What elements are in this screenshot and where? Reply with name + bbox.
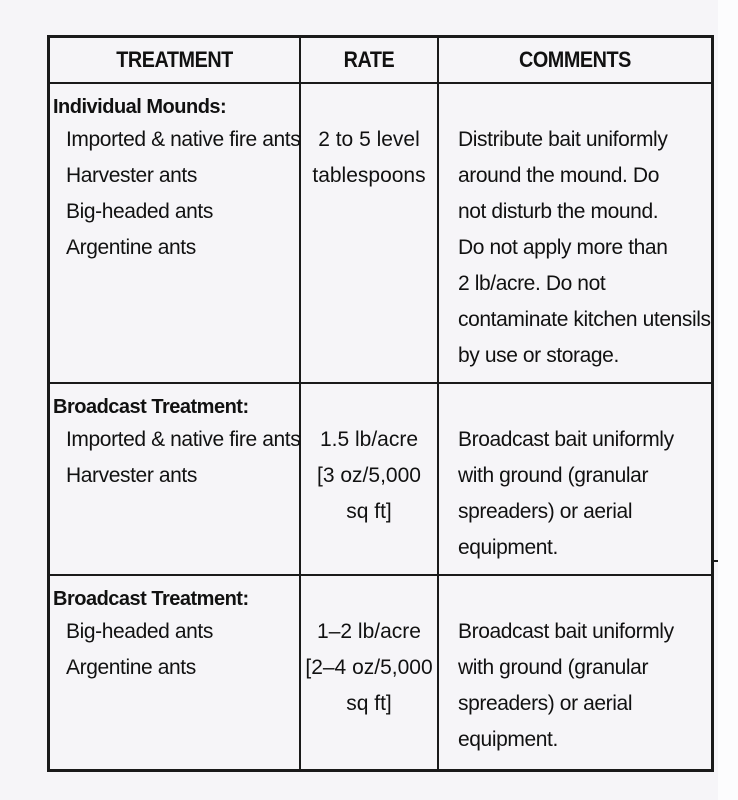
page-edge [718,0,738,800]
section-title: Broadcast Treatment: [53,588,249,610]
table-row [50,575,711,769]
row-divider-stub [714,560,718,562]
comment-line: Broadcast bait uniformly [458,428,674,451]
comment-line: with ground (granular [458,656,649,679]
comments-cell [438,83,711,383]
species-item: Imported & native fire ants [66,128,301,151]
species-item: Imported & native fire ants [66,428,301,451]
rate-cell [300,575,438,769]
comment-line: Broadcast bait uniformly [458,620,674,643]
comment-line: contaminate kitchen utensils [458,308,711,331]
species-item: Harvester ants [66,464,197,487]
comment-line: with ground (granular [458,464,649,487]
comment-line: spreaders) or aerial [458,692,633,715]
comment-line: Distribute bait uniformly [458,128,668,151]
comment-line: not disturb the mound. [458,200,659,223]
rate-line: 1.5 lb/acre [319,428,419,451]
species-item: Big-headed ants [66,200,213,223]
treatment-cell [50,575,300,769]
rate-cell [300,83,438,383]
comment-line: spreaders) or aerial [458,500,633,523]
rate-line: [3 oz/5,000 [317,464,421,487]
header-treatment: TREATMENT [63,38,288,83]
header-comments: COMMENTS [452,38,698,83]
treatment-cell [50,83,300,383]
rate-line: 1–2 lb/acre [317,620,421,643]
rate-line: sq ft] [346,500,392,523]
species-item: Harvester ants [66,164,197,187]
rate-cell [300,383,438,575]
table-row [50,383,711,575]
rate-line: tablespoons [312,164,426,187]
ant-treatment-table [47,35,714,772]
rate-line: 2 to 5 level [318,128,420,151]
rate-line: sq ft] [346,692,392,715]
comments-cell [438,575,711,769]
table-row [50,83,711,383]
comment-line: by use or storage. [458,344,619,367]
treatment-cell [50,383,300,575]
comment-line: 2 lb/acre. Do not [458,272,606,295]
comment-line: Do not apply more than [458,236,668,259]
comment-line: equipment. [458,728,558,751]
section-title: Broadcast Treatment: [53,396,249,418]
header-rate: RATE [307,38,431,83]
section-title: Individual Mounds: [53,96,227,118]
species-item: Argentine ants [66,236,196,259]
comment-line: equipment. [458,536,558,559]
species-item: Argentine ants [66,656,196,679]
comment-line: around the mound. Do [458,164,659,187]
comments-cell [438,383,711,575]
species-item: Big-headed ants [66,620,213,643]
rate-line: [2–4 oz/5,000 [305,656,433,679]
header-row [50,38,711,83]
